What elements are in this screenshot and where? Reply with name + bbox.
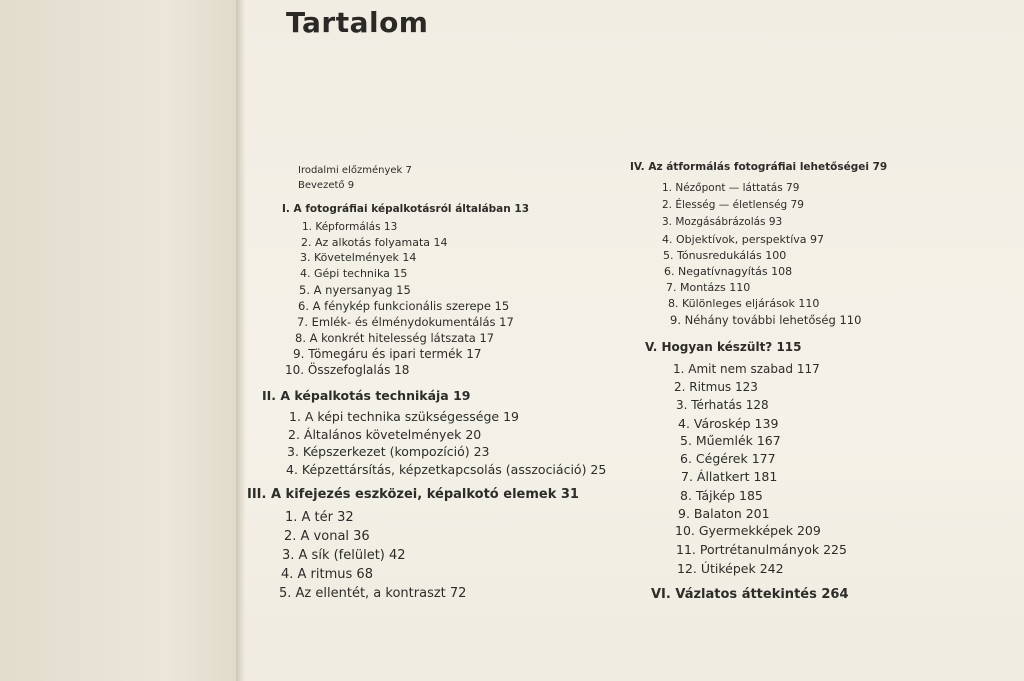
toc-entry-6-c-g-rek-177: 6. Cégérek 177 <box>680 451 776 466</box>
toc-chapter-ii-a-k-palkot-s-technik-ja-19: II. A képalkotás technikája 19 <box>262 388 471 403</box>
toc-entry-6-negat-vnagy-t-s-108: 6. Negatívnagyítás 108 <box>664 265 793 278</box>
toc-entry-12-tik-pek-242: 12. Útiképek 242 <box>677 561 784 576</box>
toc-entry-1-n-z-pont-l-ttat-s-79: 1. Nézőpont — láttatás 79 <box>662 182 800 194</box>
toc-entry-1-a-t-r-32: 1. A tér 32 <box>285 510 354 525</box>
toc-entry-10-sszefoglal-s-18: 10. Összefoglalás 18 <box>285 363 410 377</box>
toc-entry-8-t-jk-p-185: 8. Tájkép 185 <box>680 488 763 503</box>
toc-entry-3-mozg-s-br-zol-s-93: 3. Mozgásábrázolás 93 <box>662 216 783 228</box>
toc-chapter-i-a-fotogr-fiai-k-palkot-sr-l-ltal-ban-1: I. A fotográfiai képalkotásról általában 13 <box>282 203 530 215</box>
toc-entry-5-t-nusreduk-l-s-100: 5. Tónusredukálás 100 <box>663 249 787 262</box>
toc-entry-2-ritmus-123: 2. Ritmus 123 <box>674 380 758 394</box>
toc-entry-3-k-pszerkezet-kompoz-ci-23: 3. Képszerkezet (kompozíció) 23 <box>287 444 490 459</box>
page-edge <box>236 0 246 681</box>
toc-entry-10-gyermekk-pek-209: 10. Gyermekképek 209 <box>675 523 821 538</box>
page-title: Tartalom <box>286 6 429 39</box>
toc-entry-9-n-h-ny-tov-bbi-lehet-s-g-110: 9. Néhány további lehetőség 110 <box>670 313 862 327</box>
toc-entry-2-less-g-letlens-g-79: 2. Élesség — életlenség 79 <box>662 199 804 211</box>
toc-entry-1-amit-nem-szabad-117: 1. Amit nem szabad 117 <box>673 362 820 376</box>
toc-entry-7-mont-zs-110: 7. Montázs 110 <box>666 281 751 294</box>
toc-entry-4-objekt-vok-perspekt-va-97: 4. Objektívok, perspektíva 97 <box>662 233 825 246</box>
toc-entry-5-az-ellent-t-a-kontraszt-72: 5. Az ellentét, a kontraszt 72 <box>279 586 467 601</box>
toc-entry-4-g-pi-technika-15: 4. Gépi technika 15 <box>300 267 408 280</box>
left-page <box>0 0 240 681</box>
toc-entry-2-az-alkot-s-folyamata-14: 2. Az alkotás folyamata 14 <box>301 236 448 249</box>
toc-chapter-v-hogyan-k-sz-lt-115: V. Hogyan készült? 115 <box>645 340 802 354</box>
toc-entry-7-llatkert-181: 7. Állatkert 181 <box>681 469 778 484</box>
toc-entry-3-a-s-k-fel-let-42: 3. A sík (felület) 42 <box>282 548 406 563</box>
toc-entry-8-a-konkr-t-hiteless-g-l-tszata-17: 8. A konkrét hitelesség látszata 17 <box>295 331 495 345</box>
toc-entry-5-m-eml-k-167: 5. Műemlék 167 <box>680 433 781 448</box>
toc-entry-2-a-vonal-36: 2. A vonal 36 <box>284 529 370 544</box>
toc-entry-1-k-pform-l-s-13: 1. Képformálás 13 <box>302 221 398 233</box>
toc-entry-8-k-l-nleges-elj-r-sok-110: 8. Különleges eljárások 110 <box>668 297 820 310</box>
toc-chapter-iii-a-kifejez-s-eszk-zei-k-palkot-elemek: III. A kifejezés eszközei, képalkotó elemek 31 <box>247 487 579 502</box>
toc-chapter-vi-v-zlatos-ttekint-s-264: VI. Vázlatos áttekintés 264 <box>651 587 849 602</box>
toc-entry-4-v-rosk-p-139: 4. Városkép 139 <box>678 416 779 431</box>
toc-entry-11-portr-tanulm-nyok-225: 11. Portrétanulmányok 225 <box>676 542 847 557</box>
toc-entry-6-a-f-nyk-p-funkcion-lis-szerepe-15: 6. A fénykép funkcionális szerepe 15 <box>298 299 510 313</box>
toc-entry-9-t-meg-ru-s-ipari-term-k-17: 9. Tömegáru és ipari termék 17 <box>293 347 482 361</box>
toc-entry-2-ltal-nos-k-vetelm-nyek-20: 2. Általános követelmények 20 <box>288 427 482 442</box>
toc-entry-4-k-pzett-rs-t-s-k-pzetkapcsol-s-asszoci: 4. Képzettársítás, képzetkapcsolás (asszociáció) 25 <box>286 462 607 477</box>
toc-entry-bevezet-9: Bevezető 9 <box>298 180 355 191</box>
toc-entry-9-balaton-201: 9. Balaton 201 <box>678 506 770 521</box>
toc-entry-7-eml-k-s-lm-nydokument-l-s-17: 7. Emlék- és élménydokumentálás 17 <box>297 315 514 329</box>
toc-entry-irodalmi-el-zm-nyek-7: Irodalmi előzmények 7 <box>298 165 412 176</box>
toc-entry-3-k-vetelm-nyek-14: 3. Követelmények 14 <box>300 251 417 264</box>
toc-entry-5-a-nyersanyag-15: 5. A nyersanyag 15 <box>299 283 411 297</box>
toc-chapter-iv-az-tform-l-s-fotogr-fiai-lehet-s-gei-: IV. Az átformálás fotográfiai lehetőségei 79 <box>630 161 888 173</box>
toc-entry-4-a-ritmus-68: 4. A ritmus 68 <box>281 567 373 582</box>
toc-entry-1-a-k-pi-technika-sz-ks-gess-ge-19: 1. A képi technika szükségessége 19 <box>289 409 520 424</box>
toc-entry-3-t-rhat-s-128: 3. Térhatás 128 <box>676 398 769 412</box>
